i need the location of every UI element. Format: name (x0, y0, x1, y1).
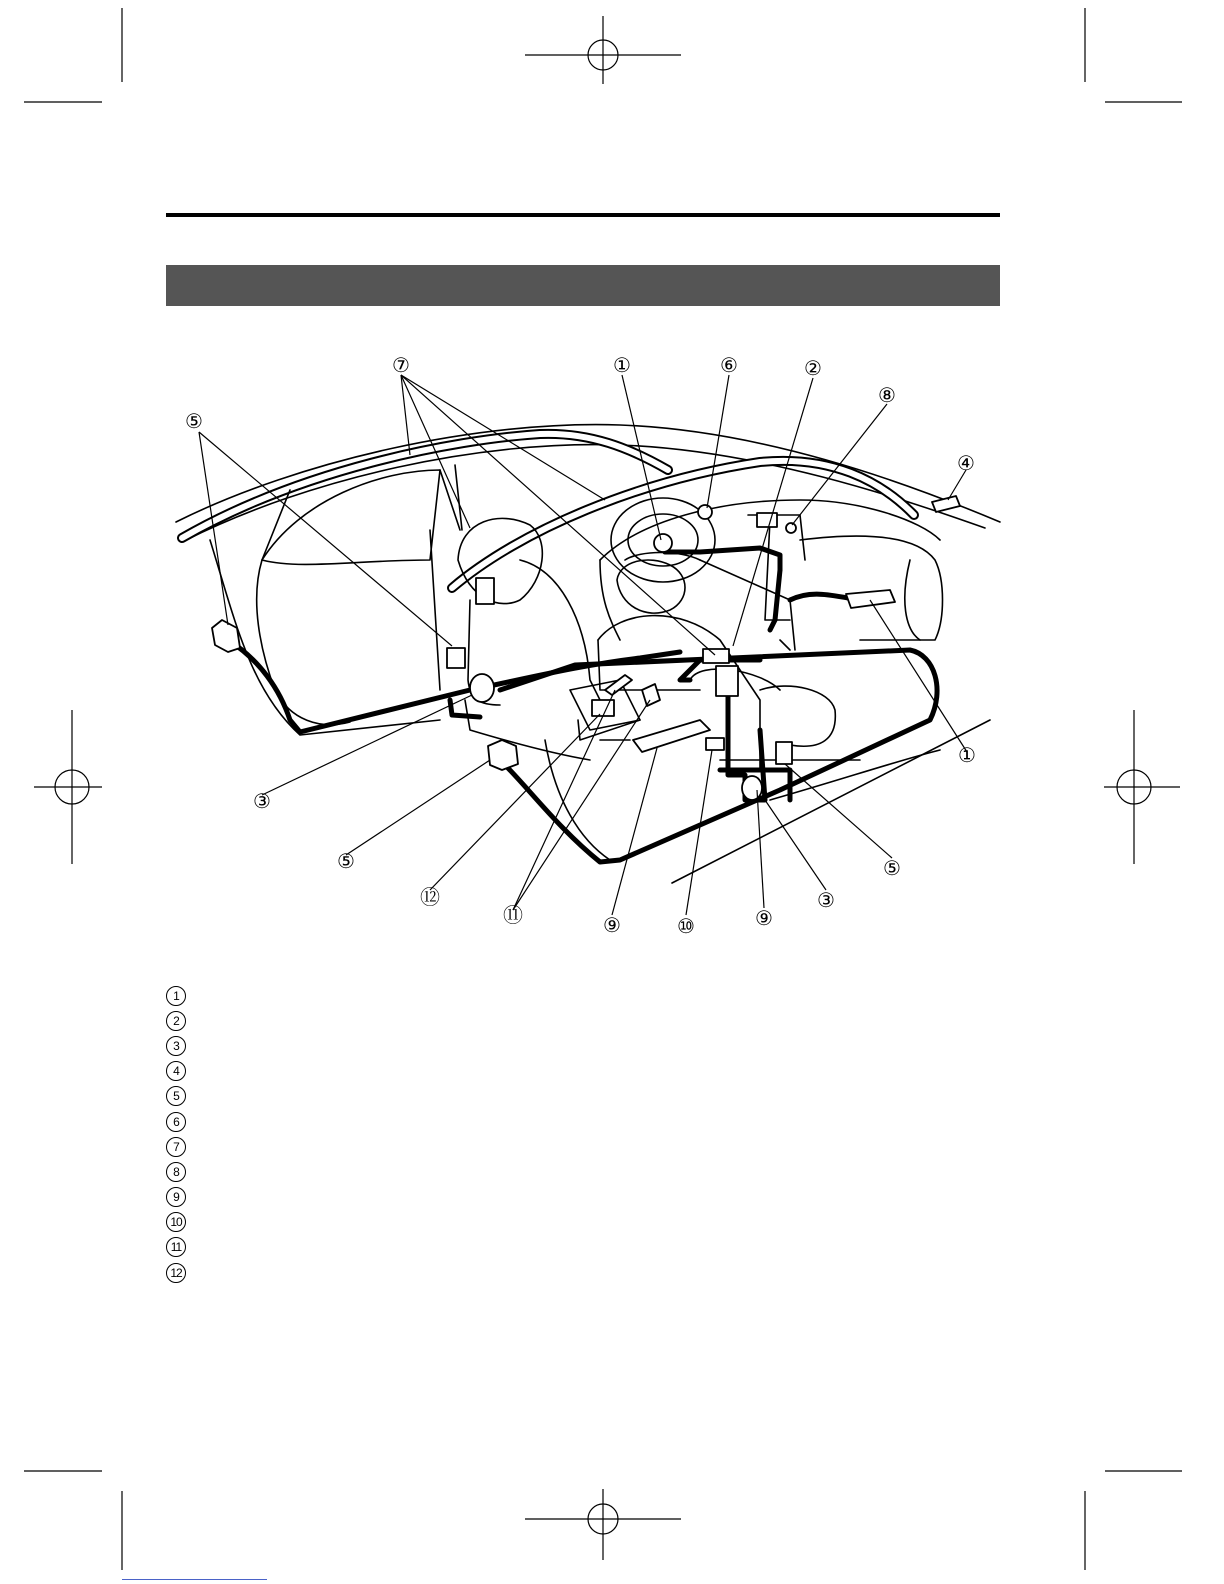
legend-item (166, 1059, 196, 1084)
legend-number: 12 (166, 1263, 186, 1283)
callout-10: ⑩ (677, 916, 695, 938)
legend-item (166, 1185, 196, 1210)
callout-5-rear: ⑤ (185, 411, 203, 433)
header-rule (166, 213, 1000, 217)
legend-number: 1 (166, 986, 186, 1006)
legend-number: 6 (166, 1112, 186, 1132)
component-legend (166, 983, 196, 1285)
callout-12: ⑫ (420, 887, 440, 909)
callout-9-right: ⑨ (755, 908, 773, 930)
legend-number: 10 (166, 1212, 186, 1232)
legend-item (166, 1159, 196, 1184)
section-title-bar (166, 265, 1000, 306)
callout-1-passenger: ① (958, 745, 976, 767)
callout-4: ④ (957, 453, 975, 475)
callout-9-left: ⑨ (603, 915, 621, 937)
legend-item (166, 1084, 196, 1109)
callout-7: ⑦ (392, 355, 410, 377)
callout-11: ⑪ (503, 905, 523, 927)
callout-6: ⑥ (720, 355, 738, 377)
legend-number: 7 (166, 1137, 186, 1157)
callout-5-right: ⑤ (883, 858, 901, 880)
legend-number: 3 (166, 1036, 186, 1056)
legend-item (166, 1210, 196, 1235)
footer-line (122, 1579, 267, 1580)
legend-item (166, 1109, 196, 1134)
legend-number: 8 (166, 1162, 186, 1182)
callout-2: ② (804, 358, 822, 380)
legend-number: 11 (166, 1237, 186, 1257)
legend-number: 2 (166, 1011, 186, 1031)
callout-3-left: ③ (253, 791, 271, 813)
callout-3-right: ③ (817, 890, 835, 912)
callout-1-driver: ① (613, 355, 631, 377)
legend-number: 4 (166, 1061, 186, 1081)
legend-number: 9 (166, 1187, 186, 1207)
callout-8: ⑧ (878, 385, 896, 407)
legend-number: 5 (166, 1086, 186, 1106)
legend-item (166, 1033, 196, 1058)
legend-item (166, 1260, 196, 1285)
legend-item (166, 983, 196, 1008)
legend-item (166, 1134, 196, 1159)
vehicle-airbag-diagram (160, 340, 1020, 950)
callout-5-front: ⑤ (337, 851, 355, 873)
legend-item (166, 1008, 196, 1033)
legend-item (166, 1235, 196, 1260)
